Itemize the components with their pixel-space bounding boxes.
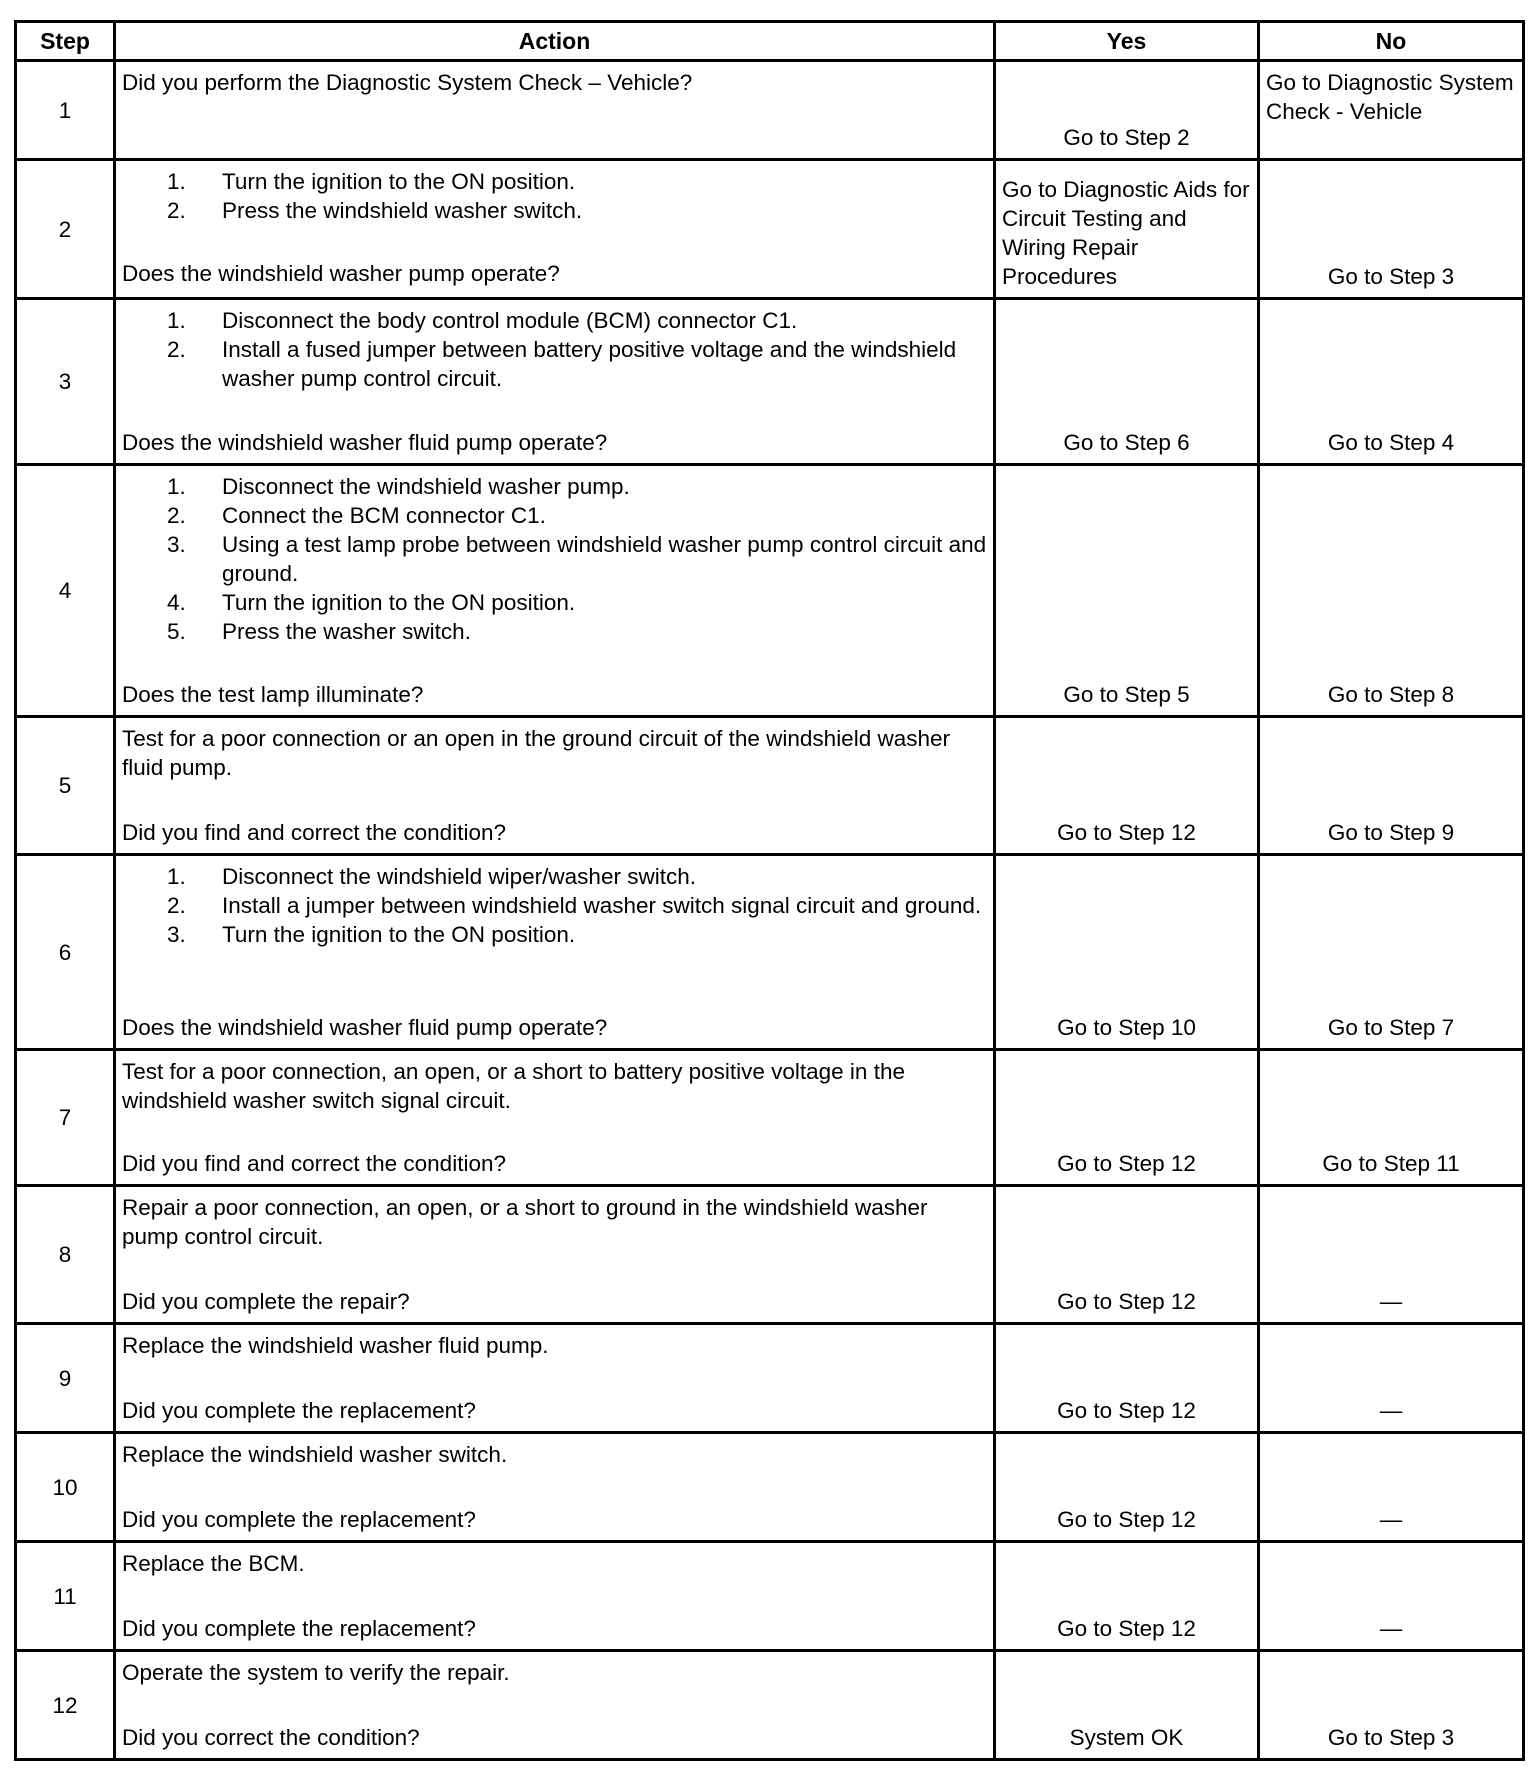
- yes-cell: Go to Step 12: [995, 1186, 1259, 1324]
- procedure-step-text: Press the windshield washer switch.: [222, 198, 583, 223]
- procedure-step: 3. Turn the ignition to the ON position.: [167, 922, 576, 947]
- step-number: 5: [16, 717, 115, 855]
- action-text: Repair a poor connection, an open, or a short to ground in the windshield washer pump control circuit.: [122, 1195, 928, 1249]
- no-cell: Go to Step 9: [1259, 717, 1524, 855]
- action-cell: [115, 717, 995, 855]
- question-text: Did you complete the replacement?: [122, 1507, 476, 1532]
- action-cell: [115, 61, 995, 160]
- procedure-step-text: Press the washer switch.: [222, 619, 471, 644]
- step-number: 3: [16, 299, 115, 465]
- table-row: [16, 1542, 1524, 1651]
- action-text: Replace the windshield washer switch.: [122, 1442, 508, 1467]
- action-text: Replace the BCM.: [122, 1551, 305, 1576]
- action-cell: [115, 1050, 995, 1186]
- step-number: 1: [16, 61, 115, 160]
- no-cell: Go to Step 3: [1259, 1651, 1524, 1760]
- procedure-step-text: Disconnect the body control module (BCM) connector C1.: [222, 308, 798, 333]
- step-number: 11: [16, 1542, 115, 1651]
- procedure-step-text: Connect the BCM connector C1.: [222, 503, 546, 528]
- table-row: [16, 1050, 1524, 1186]
- question-text: Did you complete the replacement?: [122, 1398, 476, 1423]
- procedure-step: 2. Press the windshield washer switch.: [167, 198, 583, 223]
- procedure-step: 3. Using a test lamp probe between windshield washer pump control circuit and ground.: [167, 532, 987, 586]
- action-text: Test for a poor connection, an open, or a short to battery positive voltage in the windshield washer switch signal circuit.: [122, 1059, 905, 1113]
- procedure-step: 1. Disconnect the windshield washer pump.: [167, 474, 630, 499]
- procedure-list: [122, 472, 987, 646]
- yes-cell: Go to Step 6: [995, 299, 1259, 465]
- yes-cell: System OK: [995, 1651, 1259, 1760]
- yes-cell: Go to Step 5: [995, 465, 1259, 717]
- table-row: [16, 1433, 1524, 1542]
- yes-cell: Go to Step 12: [995, 1050, 1259, 1186]
- no-cell: —: [1259, 1433, 1524, 1542]
- table-row: [16, 465, 1524, 717]
- step-number: 8: [16, 1186, 115, 1324]
- question-text: Did you find and correct the condition?: [122, 1151, 506, 1176]
- step-number: 2: [16, 160, 115, 299]
- procedure-step: 1. Disconnect the windshield wiper/washer switch.: [167, 864, 696, 889]
- action-text: Test for a poor connection or an open in the ground circuit of the windshield washer fluid pump.: [122, 726, 950, 780]
- yes-cell: Go to Step 10: [995, 855, 1259, 1050]
- procedure-list: [122, 306, 987, 393]
- action-cell: [115, 465, 995, 717]
- action-cell: [115, 855, 995, 1050]
- yes-cell: Go to Step 12: [995, 717, 1259, 855]
- header-action: Action: [115, 22, 995, 61]
- question-text: Did you complete the repair?: [122, 1289, 410, 1314]
- no-cell: Go to Step 7: [1259, 855, 1524, 1050]
- action-cell: [115, 1324, 995, 1433]
- step-number: 12: [16, 1651, 115, 1760]
- procedure-step: 5. Press the washer switch.: [167, 619, 471, 644]
- action-text: Replace the windshield washer fluid pump.: [122, 1333, 549, 1358]
- table-row: [16, 61, 1524, 160]
- action-cell: [115, 1433, 995, 1542]
- table-row: [16, 1186, 1524, 1324]
- question-text: Does the test lamp illuminate?: [122, 682, 424, 707]
- step-number: 9: [16, 1324, 115, 1433]
- yes-cell: Go to Step 12: [995, 1433, 1259, 1542]
- question-text: Does the windshield washer fluid pump operate?: [122, 430, 608, 455]
- procedure-step-text: Install a jumper between windshield washer switch signal circuit and ground.: [222, 893, 982, 918]
- table-row: [16, 299, 1524, 465]
- action-cell: [115, 1651, 995, 1760]
- header-step: Step: [16, 22, 115, 61]
- header-row: [16, 22, 1524, 61]
- procedure-step-text: Turn the ignition to the ON position.: [222, 922, 576, 947]
- table-row: [16, 855, 1524, 1050]
- procedure-list: [122, 167, 987, 225]
- no-cell: Go to Step 11: [1259, 1050, 1524, 1186]
- no-cell: Go to Diagnostic System Check - Vehicle: [1259, 61, 1524, 160]
- action-cell: [115, 1186, 995, 1324]
- action-cell: [115, 160, 995, 299]
- yes-cell: Go to Diagnostic Aids for Circuit Testing and Wiring Repair Procedures: [995, 160, 1259, 299]
- table-row: [16, 160, 1524, 299]
- procedure-step-text: Turn the ignition to the ON position.: [222, 169, 576, 194]
- no-cell: —: [1259, 1324, 1524, 1433]
- question-text: Did you correct the condition?: [122, 1725, 420, 1750]
- table-row: [16, 717, 1524, 855]
- procedure-step-text: Disconnect the windshield washer pump.: [222, 474, 630, 499]
- procedure-step: 1. Turn the ignition to the ON position.: [167, 169, 576, 194]
- action-cell: [115, 1542, 995, 1651]
- procedure-step-text: Install a fused jumper between battery positive voltage and the windshield washer pump control circuit.: [222, 337, 957, 391]
- header-no: No: [1259, 22, 1524, 61]
- no-cell: Go to Step 4: [1259, 299, 1524, 465]
- header-yes: Yes: [995, 22, 1259, 61]
- action-text: Operate the system to verify the repair.: [122, 1660, 510, 1685]
- action-text: Did you perform the Diagnostic System Check – Vehicle?: [122, 70, 693, 95]
- no-cell: —: [1259, 1542, 1524, 1651]
- procedure-step-text: Turn the ignition to the ON position.: [222, 590, 576, 615]
- table-row: [16, 1324, 1524, 1433]
- step-number: 7: [16, 1050, 115, 1186]
- procedure-step-text: Disconnect the windshield wiper/washer switch.: [222, 864, 696, 889]
- procedure-list: [122, 862, 987, 949]
- question-text: Does the windshield washer fluid pump operate?: [122, 1015, 608, 1040]
- yes-cell: Go to Step 12: [995, 1542, 1259, 1651]
- question-text: Did you find and correct the condition?: [122, 820, 506, 845]
- step-number: 10: [16, 1433, 115, 1542]
- step-number: 4: [16, 465, 115, 717]
- procedure-step: 2. Install a fused jumper between battery positive voltage and the windshield washer pump control circuit.: [167, 337, 957, 391]
- action-cell: [115, 299, 995, 465]
- procedure-step-text: Using a test lamp probe between windshield washer pump control circuit and ground.: [222, 532, 987, 586]
- procedure-step: 4. Turn the ignition to the ON position.: [167, 590, 576, 615]
- no-cell: Go to Step 3: [1259, 160, 1524, 299]
- step-number: 6: [16, 855, 115, 1050]
- procedure-step: 2. Connect the BCM connector C1.: [167, 503, 546, 528]
- question-text: Does the windshield washer pump operate?: [122, 261, 560, 286]
- no-cell: Go to Step 8: [1259, 465, 1524, 717]
- question-text: Did you complete the replacement?: [122, 1616, 476, 1641]
- yes-cell: Go to Step 12: [995, 1324, 1259, 1433]
- no-cell: —: [1259, 1186, 1524, 1324]
- yes-cell: Go to Step 2: [995, 61, 1259, 160]
- diagnostic-table: [14, 20, 1525, 1761]
- procedure-step: 2. Install a jumper between windshield washer switch signal circuit and ground.: [167, 893, 982, 918]
- table-row: [16, 1651, 1524, 1760]
- procedure-step: 1. Disconnect the body control module (BCM) connector C1.: [167, 308, 798, 333]
